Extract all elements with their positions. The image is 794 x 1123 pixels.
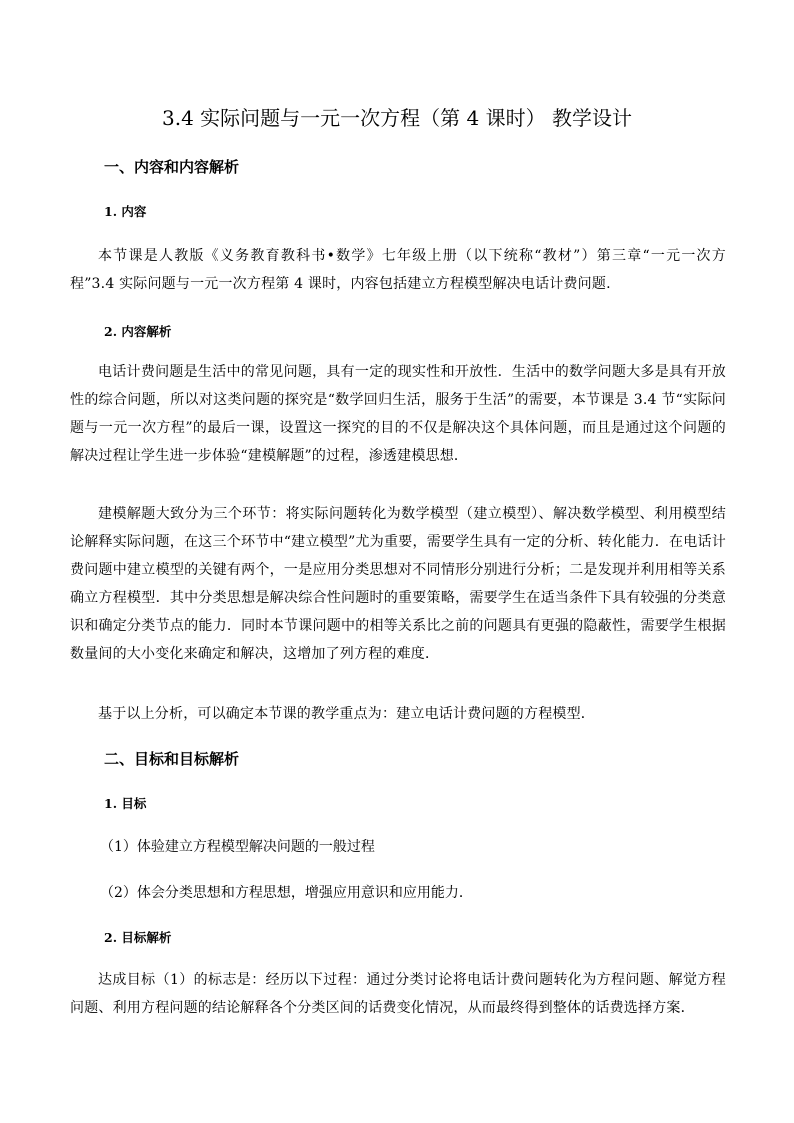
paragraph-content-analysis-1: 电话计费问题是生活中的常见问题，具有一定的现实性和开放性．生活中的数学问题大多是具有开放性的综合问题，所以对这类问题的探究是“数学回归生活，服务于生活”的需要，本节课是 3.4 节“实际问题与一元一次方程”的最后一课，设置这一探究的目的不仅是解决这个具体问题，而且是通过这个问题的解决过程让学生进一步体验“建模解题”的过程，渗透建模思想． [70,364,726,464]
paragraph-content-intro: 本节课是人教版《义务教育教科书•数学》七年级上册（以下统称“教材”）第三章“一元一次方程”3.4 实际问题与一元一次方程第 4 课时，内容包括建立方程模型解决电话计费问题. [70,248,726,292]
paragraph-goal-analysis: 达成目标（1）的标志是：经历以下过程：通过分类讨论将电话计费问题转化为方程问题、解觉方程问题、利用方程问题的结论解释各个分类区间的话费变化情况，从而最终得到整体的话费选择方案． [70,972,726,1016]
subsection-heading-content-analysis: 2. 内容解析 [104,324,172,339]
document-title: 3.4 实际问题与一元一次方程（第 4 课时） 教学设计 [162,106,632,130]
goal-item-2: （2）体会分类思想和方程思想，增强应用意识和应用能力． [100,885,473,901]
subsection-heading-goal-analysis: 2. 目标解析 [104,930,172,945]
subsection-heading-content: 1. 内容 [104,204,147,219]
section-heading-content: 一、内容和内容解析 [104,158,240,176]
subsection-heading-goals: 1. 目标 [104,796,147,811]
paragraph-content-analysis-3: 基于以上分析，可以确定本节课的教学重点为：建立电话计费问题的方程模型． [98,706,595,722]
section-heading-goals: 二、目标和目标解析 [104,750,240,768]
goal-item-1: （1）体验建立方程模型解决问题的一般过程 [100,839,375,855]
paragraph-content-analysis-2: 建模解题大致分为三个环节：将实际问题转化为数学模型（建立模型）、解决数学模型、利用模型结论解释实际问题，在这三个环节中“建立模型”尤为重要，需要学生具有一定的分析、转化能力．在电话计费问题中建立模型的关键有两个，一是应用分类思想对不同情形分别进行分析；二是发现并利用相等关系确立方程模型．其中分类思想是解决综合性问题时的重要策略，需要学生在适当条件下具有较强的分类意识和确定分类节点的能力．同时本节课问题中的相等关系比之前的问题具有更强的隐蔽性，需要学生根据数量间的大小变化来确定和解决，这增加了列方程的难度． [70,506,726,662]
